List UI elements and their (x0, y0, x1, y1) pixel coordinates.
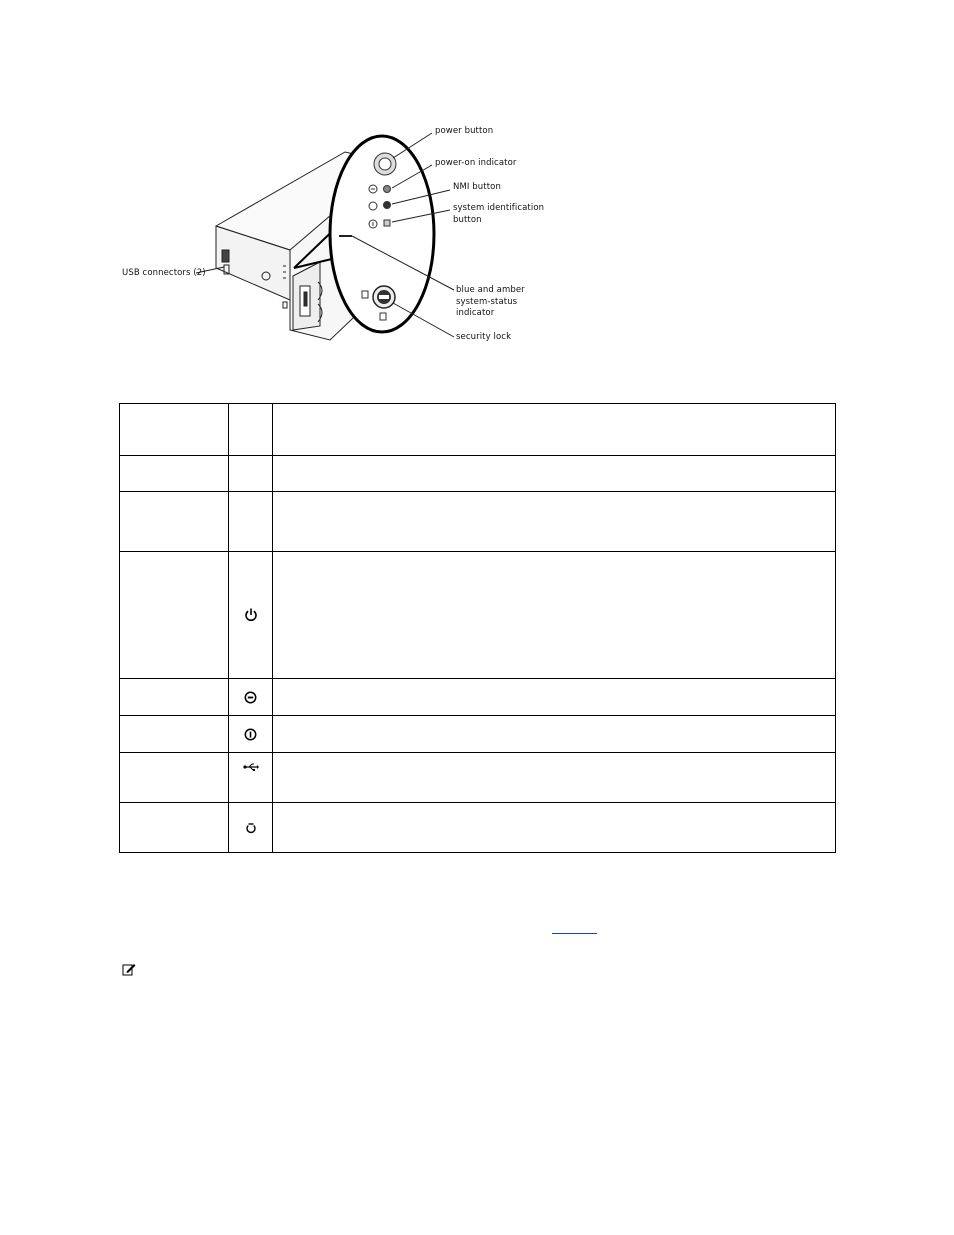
callout-security-lock: security lock (456, 332, 512, 342)
front-panel-figure (0, 0, 954, 360)
header-cell-component (120, 404, 229, 456)
table-row (120, 679, 836, 716)
table-row (120, 753, 836, 803)
callout-power-on-indicator: power-on indicator (435, 158, 517, 168)
callout-usb-connectors: USB connectors (2) (122, 268, 206, 278)
usb-icon (243, 762, 259, 772)
system-identification-icon (244, 728, 257, 741)
callout-system-identification-button: system identification button (453, 203, 545, 225)
callout-system-status-indicator: blue and amber system-status indicator (456, 285, 525, 318)
table-row (120, 552, 836, 679)
table-row (120, 716, 836, 753)
video-icon (245, 822, 257, 834)
nmi-icon (244, 691, 257, 704)
cross-reference-link[interactable] (552, 919, 597, 934)
table-header-row (120, 404, 836, 456)
power-button-graphic (374, 153, 396, 175)
power-icon (244, 607, 258, 623)
table-row (120, 492, 836, 552)
header-cell-icon (229, 404, 273, 456)
front-panel-features-table (119, 403, 836, 853)
note-pencil-icon (122, 962, 136, 981)
callout-nmi-button: NMI button (453, 182, 501, 192)
callout-power-button: power button (435, 126, 494, 136)
header-cell-description (273, 404, 836, 456)
table-row (120, 803, 836, 853)
table-row (120, 456, 836, 492)
